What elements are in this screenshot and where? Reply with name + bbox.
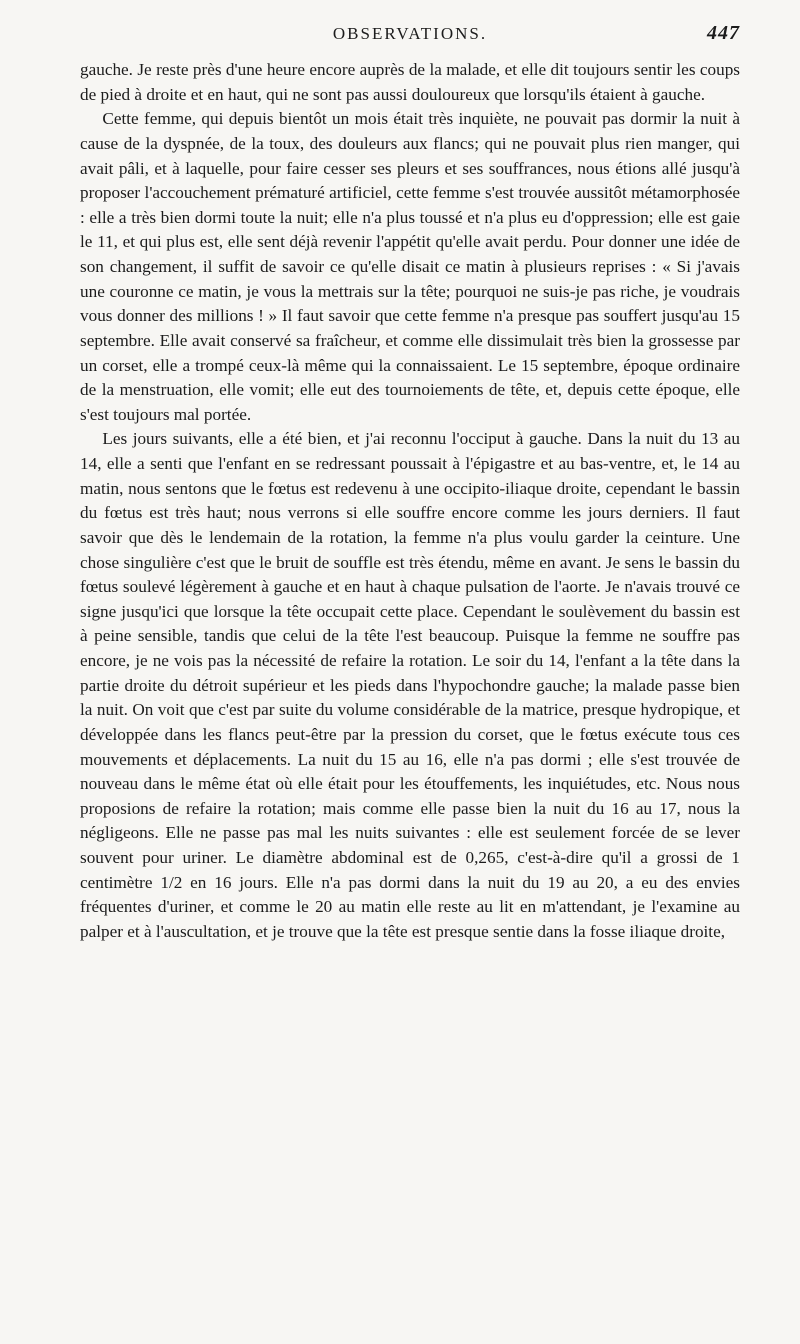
running-title: OBSERVATIONS. (332, 24, 488, 43)
paragraph-3: Les jours suivants, elle a été bien, et j'ai reconnu l'occiput à gauche. Dans la nuit du 13 au 14, elle a senti que l'enfant en se redressant poussait à l'épigastre et au bas-ventre, et, le 14 au matin, nous sentons que le fœtus est redevenu à une occipito-iliaque droite, cependant le bassin du fœtus est très haut; nous verrons si elle souffre encore comme les jours derniers. Il faut savoir que dès le lendemain de la rotation, la femme n'a plus voulu garder la ceinture. Une chose singulière c'est que le bruit de souffle est très étendu, même en avant. Je sens le bassin du fœtus soulevé légèrement à gauche et en haut à chaque pulsation de l'aorte. Je n'avais trouvé ce signe jusqu'ici que lorsque la tête occupait cette place. Cependant le soulèvement du bassin est à peine sensible, tandis que celui de la tête l'est beaucoup. Puisque la femme ne souffre pas encore, je ne vois pas la nécessité de refaire la rotation. Le soir du 14, l'enfant a la tête dans la partie droite du détroit supérieur et les pieds dans l'hypochondre gauche; la malade passe bien la nuit. On voit que c'est par suite du volume considérable de la matrice, presque hydropique, et développée dans les flancs peut-être par la pression du corset, que le fœtus exécute tous ces mouvements et déplacements. La nuit du 15 au 16, elle n'a pas dormi ; elle s'est trouvée de nouveau dans le même état où elle était pour les étouffements, les inquiétudes, etc. Nous nous proposions de refaire la rotation; mais comme elle passe bien la nuit du 16 au 17, nous la négligeons. Elle ne passe pas mal les nuits suivantes : elle est seulement forcée de se lever souvent pour uriner. Le diamètre abdominal est de 0,265, c'est-à-dire qu'il a grossi de 1 centimètre 1/2 en 16 jours. Elle n'a pas dormi dans la nuit du 19 au 20, a eu des envies fréquentes d'uriner, et comme le 20 au matin elle reste au lit en m'attendant, je l'examine au palper et à l'auscultation, et je trouve que la tête est presque sentie dans la fosse iliaque droite, (80, 429, 740, 941)
paragraph-1: gauche. Je reste près d'une heure encore auprès de la malade, et elle dit toujours sentir les coups de pied à droite et en haut, qui ne sont pas aussi douloureux que lorsqu'ils étaient à gauche. (80, 60, 740, 104)
book-page (80, 22, 740, 945)
body-text (80, 58, 740, 945)
paragraph-2: Cette femme, qui depuis bientôt un mois était très inquiète, ne pouvait pas dormir la nuit à cause de la dyspnée, de la toux, des douleurs aux flancs; qui ne pouvait plus rien manger, qui avait pâli, et à laquelle, pour faire cesser ses pleurs et ses souffrances, nous étions allé jusqu'à proposer l'accouchement prématuré artificiel, cette femme s'est trouvée aussitôt métamorphosée : elle a très bien dormi toute la nuit; elle n'a plus toussé et n'a plus eu d'oppression; elle est gaie le 11, et qui plus est, elle sent déjà revenir l'appétit qu'elle avait perdu. Pour donner une idée de son changement, il suffit de savoir ce qu'elle disait ce matin à plusieurs reprises : « Si j'avais une couronne ce matin, je vous la mettrais sur la tête; pourquoi ne suis-je pas riche, je voudrais vous donner des millions ! » Il faut savoir que cette femme n'a presque pas souffert jusqu'au 15 septembre. Elle avait conservé sa fraîcheur, et comme elle dissimulait très bien la grossesse par un corset, elle a trompé ceux-là même qui la connaissaient. Le 15 septembre, époque ordinaire de la menstruation, elle vomit; elle eut des tournoiements de tête, et, depuis cette époque, elle s'est toujours mal portée. (80, 109, 740, 424)
page-header (80, 22, 740, 58)
page-number: 447 (707, 22, 740, 44)
